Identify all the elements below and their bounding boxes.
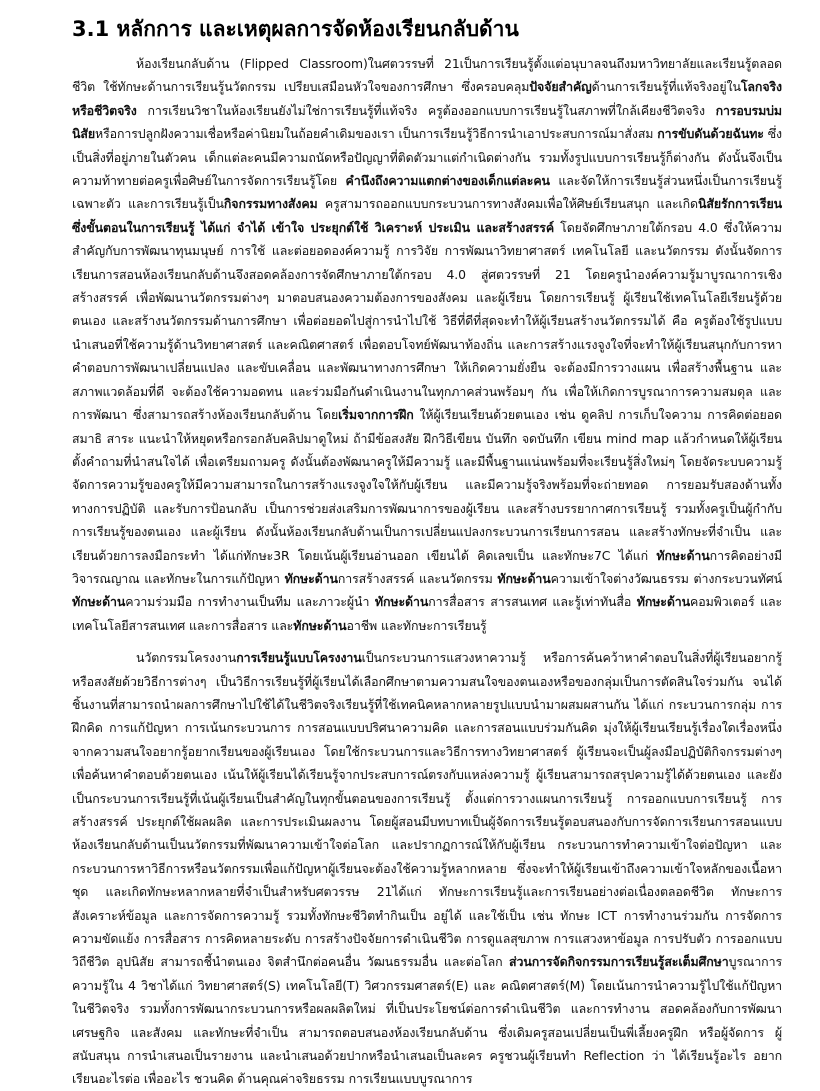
bold-text-run: ทักษะด้าน <box>293 617 347 633</box>
bold-text-run: นิสัยรักการเรียน <box>698 196 782 212</box>
document-body <box>72 52 782 1091</box>
bold-text-run: โลกจริงหรือชีวิตจริง <box>72 79 782 118</box>
text-run: ความเข้าใจต่างวัฒนธรรม ต่างกระบวนทัศน์ <box>550 570 782 586</box>
text-run: อาชีพ และทักษะการเรียนรู้ <box>346 617 487 633</box>
bold-text-run: คำนึงถึงความแตกต่างของเด็กแต่ละคน <box>345 173 550 189</box>
text-run: ด้านการเรียนรู้ที่แท้จริงอยู่ใน <box>591 79 741 95</box>
bold-text-run: เริ่มจากการฝึก <box>338 407 414 423</box>
text-run: และจัดให้การเรียนรู้ส่วนหนึ่งเป็นการเรียนรู้เฉพาะตัว และการเรียนรู้เป็น <box>72 173 782 212</box>
bold-text-run: ปัจจัยสำคัญ <box>529 79 592 95</box>
bold-text-run: ทักษะด้าน <box>656 547 710 563</box>
body-paragraph <box>72 52 782 637</box>
body-paragraph <box>72 646 782 1091</box>
bold-text-run: ทักษะด้าน <box>374 594 429 610</box>
bold-text-run: ซึ่งขั้นตอนในการเรียนรู้ ได้แก่ จำได้ เข้าใจ ประยุกต์ใช้ วิเคราะห์ ประเมิน และสร้างสรรค์ <box>72 219 555 235</box>
text-run: ให้ผู้เรียนเรียนด้วยตนเอง เช่น ดูคลิป การเก็บใจความ การคิดต่อยอดสมาธิ สาระ แนะนำให้หยุดหรือกรอกลับคลิปมาดูใหม่ ถ้ามีข้อสงสัย ฝึกวิธีเขียน บันทึก จดบันทึก เขียน mind map แล้วกำหนดให้ผู้เรียนตั้งคำถามที่นำสนใจได้ เพื่อเตรียมถามครู ดังนั้นต้องพัฒนาครูให้มีความรู้ และมีพื้นฐานแน่นพร้อมที่จะเรียนรู้สิ่งใหม่ๆ โดยจัดระบบความรู้ จัดการความรู้ของครูให้มีความสามารถในการสร้างแรงจูงใจให้กับผู้เรียน และมีความรู้จริงพร้อมที่จะถ่ายทอด การยอมรับสองด้านทั้งทางการปฏิบัติ และรับการป้อนกลับ เป็นการช่วยส่งเสริมการพัฒนาการของผู้เรียน และสร้างบรรยากาศการเรียนรู้ รวมทั้งครูเป็นผู้กำกับการเรียนรู้ของตนเอง และผู้เรียน ดังนั้นห้องเรียนกลับด้านเป็นการเปลี่ยนแปลงกระบวนการเรียนการสอน และสร้างทักษะที่จำเป็น และเรียนด้วยการลงมือกระทำ ได้แก่ทักษะ3R โดยเน้นผู้เรียนอ่านออก เขียนได้ คิดเลขเป็น และทักษะ7C ได้แก่ <box>72 407 782 563</box>
text-run: ห้องเรียนกลับด้าน (Flipped Classroom)ในศตวรรษที่ 21เป็นการเรียนรู้ตั้งแต่อนุบาลจนถึงมหาวิทยาลัยและเรียนรู้ตลอดชีวิต ใช้ทักษะด้านการเรียนรู้นวัตกรรม เปรียบเสมือนหัวใจของการศึกษา ซึ่งครอบคลุม <box>72 56 782 95</box>
text-run: ความร่วมมือ การทำงานเป็นทีม และภาวะผู้นำ <box>125 594 375 610</box>
bold-text-run: ทักษะด้าน <box>636 594 691 610</box>
text-run: การเรียนวิชาในห้องเรียนยังไม่ใช่การเรียนรู้ที่แท้จริง ครูต้องออกแบบการเรียนรู้ในสภาพที่ใกล้เคียงชีวิตจริง <box>136 102 716 118</box>
text-run: การคิดอย่างมีวิจารณญาณ และทักษะในการแก้ปัญหา <box>72 547 782 586</box>
bold-text-run: ทักษะด้าน <box>72 594 126 610</box>
text-run: การสร้างสรรค์ และนวัตกรรม <box>337 570 498 586</box>
section-heading: 3.1 หลักการ และเหตุผลการจัดห้องเรียนกลับด้าน <box>72 17 519 41</box>
text-run: บูรณาการความรู้ใน 4 วิชาได้แก่ วิทยาศาสตร์(S) เทคโนโลยี(T) วิศวกรรมศาสตร์(E) และ คณิตศาสตร์(M) โดยเน้นการนำความรู้ไปใช้แก้ปัญหาในชีวิตจริง รวมทั้งการพัฒนากระบวนการหรือผลผลิตใหม่ ที่เป็นประโยชน์ต่อการดำเนินชีวิต และการทำงาน สอดคล้องกับการพัฒนาเศรษฐกิจ และสังคม และทักษะที่จำเป็น สามารถตอบสนองห้องเรียนกลับด้าน ซึ่งเดิมครูสอนเปลี่ยนเป็นพี่เลี้ยงครูฝึก หรือผู้จัดการ ผู้สนับสนุน การนำเสนอเป็นรายงาน และนำเสนอด้วยปากหรือนำเสนอเป็นละคร ครูชวนผู้เรียนทำ Reflection ว่า ได้เรียนรู้อะไร อยากเรียนอะไรต่อ เพื่ออะไร ชวนคิด ด้านคุณค่าจริยธรรม การเรียนแบบบูรณาการ <box>72 954 782 1087</box>
text-run: เป็นกระบวนการแสวงหาความรู้ หรือการค้นคว้าหาคำตอบในสิ่งที่ผู้เรียนอยากรู้หรือสงสัยด้วยวิธีการต่างๆ เป็นวิธีการเรียนรู้ที่ผู้เรียนได้เลือกศึกษาตามความสนใจของตนเองหรือของกลุ่มเป็นการตัดสินใจร่วมกัน จนได้ชิ้นงานที่สามารถนำผลการศึกษาไปใช้ได้ในชีวิตจริงเรียนรู้ที่ใช้เทคนิคหลากหลายรูปแบบนำมาผสมผสานกัน ได้แก่ กระบวนการกลุ่ม การฝึกคิด การแก้ปัญหา การเน้นกระบวนการ การสอนแบบปริศนาความคิด และการสอนแบบร่วมกันคิด มุ่งให้ผู้เรียนเรียนรู้เรื่องใดเรื่องหนึ่งจากความสนใจอยากรู้อยากเรียนของผู้เรียนเอง โดยใช้กระบวนการและวิธีการทางวิทยาศาสตร์ ผู้เรียนจะเป็นผู้ลงมือปฏิบัติกิจกรรมต่างๆ เพื่อค้นหาคำตอบด้วยตนเอง เน้นให้ผู้เรียนได้เรียนรู้จากประสบการณ์ตรงกับแหล่งความรู้ ผู้เรียนสามารถสรุปความรู้ได้ด้วยตนเอง และยังเป็นกระบวนการเรียนรู้ที่เน้นผู้เรียนเป็นสำคัญในทุกขั้นตอนของการเรียนรู้ ตั้งแต่การวางแผนการเรียนรู้ การออกแบบการเรียนรู้ การสร้างสรรค์ ประยุกต์ใช้ผลผลิต และการประเมินผลงาน โดยผู้สอนมีบทบาทเป็นผู้จัดการเรียนรู้ตอบสนองกับการจัดการเรียนการสอนแบบห้องเรียนกลับด้านเป็นนวัตกรรมที่พัฒนาความเข้าใจต่อโลก และปรากฏการณ์ให้กับผู้เรียน กระบวนการทำความเข้าใจต่อปัญหา และ กระบวนการหาวิธีการหรือนวัตกรรมเพื่อแก้ปัญหาผู้เรียนจะต้องใช้ความรู้หลากหลาย ซึ่งจะทำให้ผู้เรียนเข้าถึงความเข้าใจหลักของเนื้อหาชุด และเกิดทักษะหลากหลายที่จำเป็นสำหรับศตวรรษ 21ได้แก่ ทักษะการเรียนรู้และการเรียนอย่างต่อเนื่องตลอดชีวิต ทักษะการสังเคราะห์ข้อมูล และการจัดการความรู้ รวมทั้งทักษะชีวิตทำกินเป็น อยู่ได้ และใช้เป็น เช่น ทักษะ ICT การทำงานร่วมกัน การจัดการความขัดแย้ง การสื่อสาร การคิดหลายระดับ การสร้างปัจจัยการดำเนินชีวิต การดูแลสุขภาพ การแสวงหาข้อมูล การปรับตัว การออกแบบวิถีชีวิต อุปนิสัย สามารถชี้นำตนเอง จิตสำนึกต่อคนอื่น วัฒนธรรมอื่น และต่อโลก <box>72 650 782 970</box>
bold-text-run: ส่วนการจัดกิจกรรมการเรียนรู้สะเต็มศึกษา <box>509 954 729 970</box>
text-run: ซึ่งเป็นสิ่งที่อยู่ภายในตัวคน เด็กแต่ละคนมีความถนัดหรือปัญญาที่ติดตัวมาแต่กำเนิดต่างกัน รวมทั้งรูปแบบการเรียนรู้ก็ต่างกัน ดังนั้นจึงเป็นความท้าทายต่อครูเพื่อศิษย์ในการจัดการเรียนรู้โดย <box>72 126 782 189</box>
text-run: ครูสามารถออกแบบกระบวนการทางสังคมเพื่อให้ศิษย์เรียนสนุก และเกิด <box>317 196 698 212</box>
bold-text-run: กิจกรรมทางสังคม <box>223 196 318 212</box>
text-run: คอมพิวเตอร์ และเทคโนโลยีสารสนเทศ และการสื่อสาร และ <box>72 594 783 633</box>
text-run: การสื่อสาร สารสนเทศ และรู้เท่าทันสื่อ <box>428 594 637 610</box>
bold-text-run: ทักษะด้าน <box>497 570 551 586</box>
text-run: โดยจัดศึกษาภายใต้กรอบ 4.0 ซึ่งให้ความสำคัญกับการพัฒนาทุนมนุษย์ การใช้ และต่อยอดองค์ความรู้ การวิจัย การพัฒนาวิทยาศาสตร์ เทคโนโลยี และนวัตกรรม ดังนั้นจัดการเรียนการสอนห้องเรียนกลับด้านจึงสอดคล้องการจัดศึกษาภายใต้กรอบ 4.0 สู่ศตวรรษที่ 21 โดยครูนำองค์ความรู้มาบูรณาการเชิงสร้างสรรค์ เพื่อพัฒนานวัตกรรมต่างๆ มาตอบสนองความต้องการของสังคม และผู้เรียน โดยการเรียนรู้ ผู้เรียนใช้เทคโนโลยีเรียนรู้ด้วยตนเอง และสร้างนวัตกรรมด้านการศึกษา เพื่อต่อยอดไปสู่การนำไปใช้ วิธีที่ดีที่สุดจะทำให้ผู้เรียนสร้างนวัตกรรมได้ คือ ครูต้องใช้รูปแบบนำเสนอที่ใช้ความรู้ด้านวิทยาศาสตร์ และคณิตศาสตร์ เพื่อตอบโจทย์พัฒนาท้องถิ่น และการสร้างแรงจูงใจที่จะทำให้ผู้เรียนสนุกกับการหาคำตอบการพัฒนาเปลี่ยนแปลง และขับเคลื่อน และพัฒนาทางการศึกษา ให้เกิดความยั่งยืน จะต้องมีการวางแผน เพื่อสร้างพื้นฐาน และสภาพแวดล้อมที่ดี จะต้องใช้ความอดทน และร่วมมือกันดำเนินงานในทุกภาคส่วนพร้อมๆ กัน เพื่อให้เกิดการบูรณาการความสมดุล และการพัฒนา ซึ่งสามารถสร้างห้องเรียนกลับด้าน โดย <box>72 219 783 423</box>
text-run: นวัตกรรมโครงงาน <box>136 650 237 666</box>
bold-text-run: การอบรมบ่มนิสัย <box>72 102 782 142</box>
document-page <box>72 14 782 1091</box>
bold-text-run: การขับดันด้วยฉันทะ <box>657 126 764 142</box>
bold-text-run: ทักษะด้าน <box>284 570 338 586</box>
bold-text-run: การเรียนรู้แบบโครงงาน <box>236 650 362 666</box>
text-run: หรือการปลูกฝังความเชื่อหรือค่านิยมในถ้อยคำเดิมของเรา เป็นการเรียนรู้วิธีการนำเอาประสบการณ์มาสั่งสม <box>95 126 658 142</box>
